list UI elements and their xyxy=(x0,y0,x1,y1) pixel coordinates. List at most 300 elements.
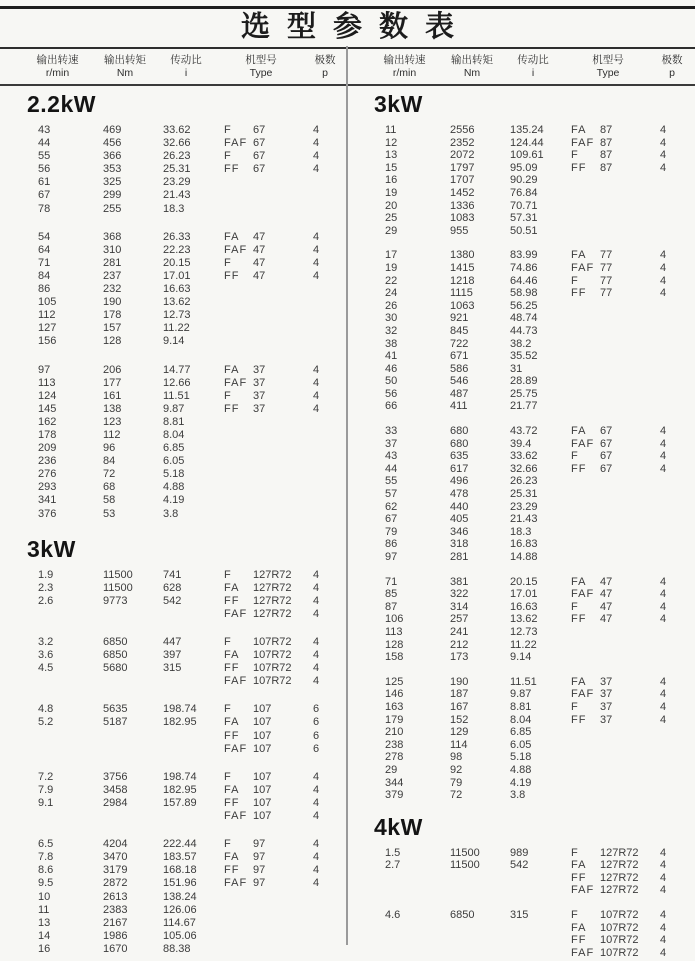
speed-value: 17 xyxy=(385,249,398,262)
poles-value: 4 xyxy=(313,581,320,594)
ratio-value xyxy=(502,872,564,885)
ratio-value: 315 xyxy=(163,662,182,675)
table-row xyxy=(0,335,347,348)
row-group xyxy=(0,124,347,216)
speed-value: 145 xyxy=(38,402,57,415)
ratio-value: 11.51 xyxy=(510,675,537,688)
type-cell xyxy=(564,187,652,200)
type-size: 67 xyxy=(600,462,613,475)
poles-value: 4 xyxy=(313,376,320,389)
torque-value: 3470 xyxy=(103,851,128,864)
torque-value: 314 xyxy=(450,600,469,613)
page-title: 选型参数表 xyxy=(240,11,471,43)
torque-value: 5635 xyxy=(103,703,128,716)
torque-value: 1670 xyxy=(103,942,128,955)
poles-value xyxy=(652,338,692,351)
ratio-value: 6.85 xyxy=(510,726,532,739)
table-row xyxy=(0,851,347,864)
speed-value: 46 xyxy=(385,362,398,375)
table-row xyxy=(347,200,694,213)
poles-value xyxy=(305,189,345,202)
type-cell xyxy=(564,676,652,689)
speed-value xyxy=(367,922,442,935)
torque-value: 469 xyxy=(103,124,122,136)
type-cell xyxy=(564,847,652,860)
table-row xyxy=(347,350,694,363)
poles-value: 4 xyxy=(313,649,320,662)
poles-value: 4 xyxy=(313,662,320,675)
type-prefix: FA xyxy=(224,230,240,243)
type-prefix: F xyxy=(224,770,232,783)
torque-value: 11500 xyxy=(103,568,133,581)
speed-value: 7.8 xyxy=(38,851,54,864)
type-size: 107 xyxy=(253,770,272,783)
type-size: 107 xyxy=(253,783,272,796)
speed-value xyxy=(20,743,95,756)
type-size: 97 xyxy=(253,877,266,890)
table-row xyxy=(0,784,347,797)
speed-value: 2.3 xyxy=(38,581,54,594)
type-prefix: F xyxy=(224,838,232,851)
row-group xyxy=(347,124,694,237)
speed-value: 67 xyxy=(385,513,398,526)
row-group xyxy=(347,425,694,564)
table-row xyxy=(0,189,347,202)
column-header-label: 传动比 xyxy=(517,54,549,66)
poles-value: 6 xyxy=(313,729,320,742)
table-row xyxy=(0,176,347,189)
torque-value: 11500 xyxy=(450,846,480,859)
type-cell xyxy=(217,137,305,150)
ratio-value: 33.62 xyxy=(510,450,538,463)
speed-value: 54 xyxy=(38,230,51,243)
torque-value: 3179 xyxy=(103,864,128,877)
poles-value xyxy=(305,283,345,296)
speed-value: 125 xyxy=(385,675,404,688)
speed-value: 50 xyxy=(385,375,398,388)
table-row xyxy=(347,777,694,790)
table-row xyxy=(347,884,694,897)
speed-value: 179 xyxy=(385,713,404,726)
type-size: 107R72 xyxy=(253,649,292,662)
speed-value: 71 xyxy=(38,256,51,269)
ratio-value: 22.23 xyxy=(163,243,191,256)
type-size: 87 xyxy=(600,149,613,162)
table-row xyxy=(347,513,694,526)
speed-value: 7.9 xyxy=(38,783,54,796)
ratio-value: 3.8 xyxy=(163,507,179,520)
ratio-value: 23.29 xyxy=(510,500,538,513)
table-row xyxy=(0,377,347,390)
type-cell xyxy=(564,934,652,947)
torque-value: 346 xyxy=(450,525,469,538)
table-row xyxy=(0,864,347,877)
table-row xyxy=(347,338,694,351)
poles-value: 4 xyxy=(313,389,320,402)
ratio-value: 8.81 xyxy=(163,415,185,428)
type-cell xyxy=(217,309,305,322)
ratio-value: 90.29 xyxy=(510,174,538,187)
speed-value: 16 xyxy=(38,942,51,955)
torque-value: 1707 xyxy=(450,174,475,187)
torque-value: 96 xyxy=(103,442,116,455)
type-size: 127R72 xyxy=(600,846,639,859)
poles-value: 4 xyxy=(660,846,667,859)
table-row xyxy=(347,576,694,589)
speed-value: 15 xyxy=(385,161,398,174)
row-group xyxy=(0,364,347,521)
torque-value: 2167 xyxy=(103,916,128,929)
column-header-unit: p xyxy=(322,67,328,79)
type-cell xyxy=(564,162,652,175)
table-row xyxy=(0,810,347,823)
column-divider xyxy=(346,46,348,945)
type-cell xyxy=(564,613,652,626)
type-size: 107R72 xyxy=(600,909,639,922)
table-row xyxy=(347,388,694,401)
torque-value: 281 xyxy=(103,256,122,269)
speed-value: 12 xyxy=(385,136,398,149)
speed-value: 44 xyxy=(385,462,398,475)
torque-value: 255 xyxy=(103,202,122,215)
torque-value: 722 xyxy=(450,337,469,350)
type-prefix: FAF xyxy=(224,607,248,620)
poles-value: 4 xyxy=(660,287,667,300)
type-cell xyxy=(564,513,652,526)
type-cell xyxy=(217,390,305,403)
speed-value: 97 xyxy=(38,363,51,376)
speed-value: 26 xyxy=(385,299,398,312)
table-row xyxy=(0,150,347,163)
table-row xyxy=(347,438,694,451)
speed-value: 43 xyxy=(385,450,398,463)
torque-value: 1797 xyxy=(450,161,475,174)
ratio-value: 5.18 xyxy=(510,751,532,764)
type-prefix: FAF xyxy=(571,688,595,701)
poles-value: 4 xyxy=(313,636,320,648)
column-header xyxy=(217,54,305,80)
speed-value: 6.5 xyxy=(38,838,54,851)
ratio-value: 17.01 xyxy=(510,588,538,601)
type-prefix: FF xyxy=(224,662,240,675)
poles-value xyxy=(652,400,692,413)
speed-value: 61 xyxy=(38,176,51,189)
table-row xyxy=(0,877,347,890)
speed-value: 113 xyxy=(385,625,403,638)
speed-value: 37 xyxy=(385,437,398,450)
ratio-value: 8.81 xyxy=(510,700,532,713)
speed-value: 113 xyxy=(38,376,56,389)
table-row xyxy=(347,275,694,288)
speed-value: 146 xyxy=(385,688,404,701)
torque-value: 322 xyxy=(450,588,469,601)
table-row xyxy=(347,739,694,752)
type-size: 47 xyxy=(600,575,613,588)
type-size: 47 xyxy=(600,613,613,626)
type-cell xyxy=(564,639,652,652)
type-cell xyxy=(217,716,305,729)
type-prefix: FAF xyxy=(571,437,595,450)
speed-value: 238 xyxy=(385,738,404,751)
table-row xyxy=(347,325,694,338)
ratio-value: 9.14 xyxy=(510,651,532,664)
power-section-heading: 3kW xyxy=(374,91,423,117)
type-size: 37 xyxy=(253,389,266,402)
type-size: 107 xyxy=(253,703,272,716)
ratio-value: 157.89 xyxy=(163,796,197,809)
torque-value xyxy=(95,608,155,621)
table-row xyxy=(0,649,347,662)
speed-value: 11 xyxy=(38,903,50,916)
type-prefix: FA xyxy=(571,675,587,688)
table-row xyxy=(347,375,694,388)
type-cell xyxy=(217,917,305,930)
table-row xyxy=(347,488,694,501)
torque-value: 190 xyxy=(103,296,122,309)
torque-value: 368 xyxy=(103,230,122,243)
torque-value: 128 xyxy=(103,335,122,348)
power-section-heading: 4kW xyxy=(374,813,423,840)
ratio-value: 105.06 xyxy=(163,929,197,942)
poles-value xyxy=(305,416,345,429)
table-row xyxy=(347,149,694,162)
poles-value xyxy=(652,538,692,551)
ratio-value: 14.77 xyxy=(163,363,191,376)
speed-value xyxy=(20,730,95,743)
type-size: 77 xyxy=(600,287,613,300)
table-row xyxy=(0,595,347,608)
type-size: 37 xyxy=(600,700,613,713)
torque-value: 2352 xyxy=(450,136,475,149)
ratio-value xyxy=(155,810,217,823)
table-row xyxy=(347,922,694,935)
type-size: 127R72 xyxy=(600,859,639,872)
table-row xyxy=(347,588,694,601)
poles-value: 4 xyxy=(313,675,320,688)
type-cell xyxy=(564,312,652,325)
table-row xyxy=(347,639,694,652)
ratio-value: 151.96 xyxy=(163,877,197,890)
type-cell xyxy=(564,859,652,872)
type-prefix: FA xyxy=(224,783,240,796)
table-row xyxy=(0,569,347,582)
speed-value: 38 xyxy=(385,337,398,350)
torque-value: 586 xyxy=(450,362,469,375)
type-cell xyxy=(217,662,305,675)
type-cell xyxy=(217,904,305,917)
type-prefix: FF xyxy=(224,269,240,282)
type-size: 87 xyxy=(600,136,613,149)
ratio-value: 38.2 xyxy=(510,337,532,350)
poles-value: 4 xyxy=(660,921,667,934)
speed-value: 78 xyxy=(38,202,51,215)
type-cell xyxy=(217,569,305,582)
table-row xyxy=(0,716,347,729)
type-size: 107R72 xyxy=(600,934,639,947)
type-cell xyxy=(564,287,652,300)
torque-value: 1083 xyxy=(450,212,475,225)
type-cell xyxy=(217,508,305,521)
torque-value: 4204 xyxy=(103,838,128,851)
table-row xyxy=(0,203,347,216)
poles-value xyxy=(305,296,345,309)
type-size: 107 xyxy=(253,796,272,809)
speed-value: 41 xyxy=(385,350,398,363)
type-cell xyxy=(564,789,652,802)
poles-value xyxy=(652,187,692,200)
type-size: 37 xyxy=(253,402,266,415)
column-header-unit: Type xyxy=(249,67,273,79)
poles-value: 4 xyxy=(313,163,320,176)
type-size: 67 xyxy=(600,450,613,463)
poles-value: 4 xyxy=(660,934,667,947)
type-prefix: FA xyxy=(571,859,587,872)
ratio-value: 183.57 xyxy=(163,851,197,864)
ratio-value: 14.88 xyxy=(510,551,538,563)
torque-value: 157 xyxy=(103,322,122,335)
speed-value: 2.7 xyxy=(385,859,401,872)
torque-value: 152 xyxy=(450,713,469,726)
poles-value: 4 xyxy=(313,137,320,150)
speed-value: 209 xyxy=(38,442,57,455)
type-cell xyxy=(217,283,305,296)
speed-value xyxy=(367,934,442,947)
poles-value: 4 xyxy=(660,575,667,588)
type-cell xyxy=(564,884,652,897)
type-cell xyxy=(217,468,305,481)
speed-value: 112 xyxy=(38,309,56,322)
type-size: 107 xyxy=(253,810,272,823)
table-row xyxy=(0,797,347,810)
column-header-label: 机型号 xyxy=(592,54,624,66)
torque-value: 325 xyxy=(103,176,122,189)
table-row xyxy=(0,442,347,455)
poles-value xyxy=(652,551,692,564)
type-prefix: FA xyxy=(571,249,587,262)
torque-value: 2984 xyxy=(103,796,128,809)
type-cell xyxy=(217,838,305,851)
speed-value: 86 xyxy=(38,283,51,296)
type-prefix: FAF xyxy=(571,884,595,897)
torque-value xyxy=(95,810,155,823)
ratio-value: 58.98 xyxy=(510,287,538,300)
type-prefix: F xyxy=(224,703,232,716)
speed-value: 4.6 xyxy=(385,909,401,922)
torque-value xyxy=(95,743,155,756)
speed-value: 158 xyxy=(385,651,404,664)
ratio-value: 20.15 xyxy=(510,575,538,588)
table-row xyxy=(0,270,347,283)
type-cell xyxy=(217,403,305,416)
type-prefix: FAF xyxy=(571,261,595,274)
table-row xyxy=(347,551,694,564)
type-cell xyxy=(217,481,305,494)
table-row xyxy=(0,137,347,150)
type-size: 127R72 xyxy=(253,594,292,607)
ratio-value: 26.23 xyxy=(163,150,191,163)
table-row xyxy=(347,859,694,872)
torque-value: 845 xyxy=(450,324,469,337)
type-size: 107R72 xyxy=(253,662,292,675)
ratio-value: 989 xyxy=(510,846,529,859)
type-cell xyxy=(564,688,652,701)
type-cell xyxy=(564,300,652,313)
table-row xyxy=(347,162,694,175)
table-row xyxy=(0,838,347,851)
torque-value: 9773 xyxy=(103,594,128,607)
poles-value: 4 xyxy=(660,884,667,897)
type-cell xyxy=(564,501,652,514)
table-row xyxy=(347,872,694,885)
ratio-value: 35.52 xyxy=(510,350,538,363)
poles-value xyxy=(652,751,692,764)
type-size: 127R72 xyxy=(600,884,639,897)
poles-value: 4 xyxy=(313,838,320,851)
ratio-value: 198.74 xyxy=(163,770,197,783)
poles-value: 4 xyxy=(660,675,667,688)
ratio-value: 542 xyxy=(510,859,529,872)
type-cell xyxy=(217,322,305,335)
right-column xyxy=(347,86,694,961)
ratio-value: 4.88 xyxy=(163,481,185,494)
poles-value xyxy=(305,322,345,335)
ratio-value: 4.88 xyxy=(510,763,532,776)
table-row xyxy=(0,917,347,930)
table-row xyxy=(0,296,347,309)
torque-value: 955 xyxy=(450,224,469,237)
type-cell xyxy=(564,909,652,922)
type-size: 107R72 xyxy=(253,675,292,688)
type-size: 67 xyxy=(253,137,266,150)
table-row xyxy=(0,508,347,521)
speed-value: 86 xyxy=(385,538,398,551)
column-header-label: 传动比 xyxy=(170,54,202,66)
type-size: 67 xyxy=(600,437,613,450)
poles-value: 4 xyxy=(660,613,667,626)
ratio-value: 57.31 xyxy=(510,212,538,225)
speed-value: 33 xyxy=(385,425,398,438)
ratio-value: 12.73 xyxy=(510,625,538,638)
type-prefix: FA xyxy=(571,425,587,438)
torque-value: 114 xyxy=(450,738,468,751)
type-prefix: F xyxy=(571,600,579,613)
column-header xyxy=(20,54,95,80)
table-row xyxy=(0,582,347,595)
poles-value: 4 xyxy=(660,462,667,475)
type-cell xyxy=(564,475,652,488)
type-prefix: FAF xyxy=(224,877,248,890)
type-cell xyxy=(217,943,305,956)
ratio-value: 12.73 xyxy=(163,309,191,322)
torque-value: 167 xyxy=(450,700,469,713)
ratio-value: 76.84 xyxy=(510,186,538,199)
torque-value: 178 xyxy=(103,309,122,322)
poles-value xyxy=(305,481,345,494)
type-cell xyxy=(217,231,305,244)
ratio-value: 39.4 xyxy=(510,437,532,450)
torque-value: 177 xyxy=(103,376,122,389)
row-group xyxy=(0,838,347,956)
speed-value: 19 xyxy=(385,261,398,274)
table-row xyxy=(347,909,694,922)
type-cell xyxy=(217,930,305,943)
type-cell xyxy=(564,488,652,501)
ratio-value: 11.22 xyxy=(510,638,537,651)
type-cell xyxy=(564,275,652,288)
speed-value: 25 xyxy=(385,212,398,225)
torque-value: 6850 xyxy=(450,909,475,922)
ratio-value: 21.43 xyxy=(510,513,538,526)
